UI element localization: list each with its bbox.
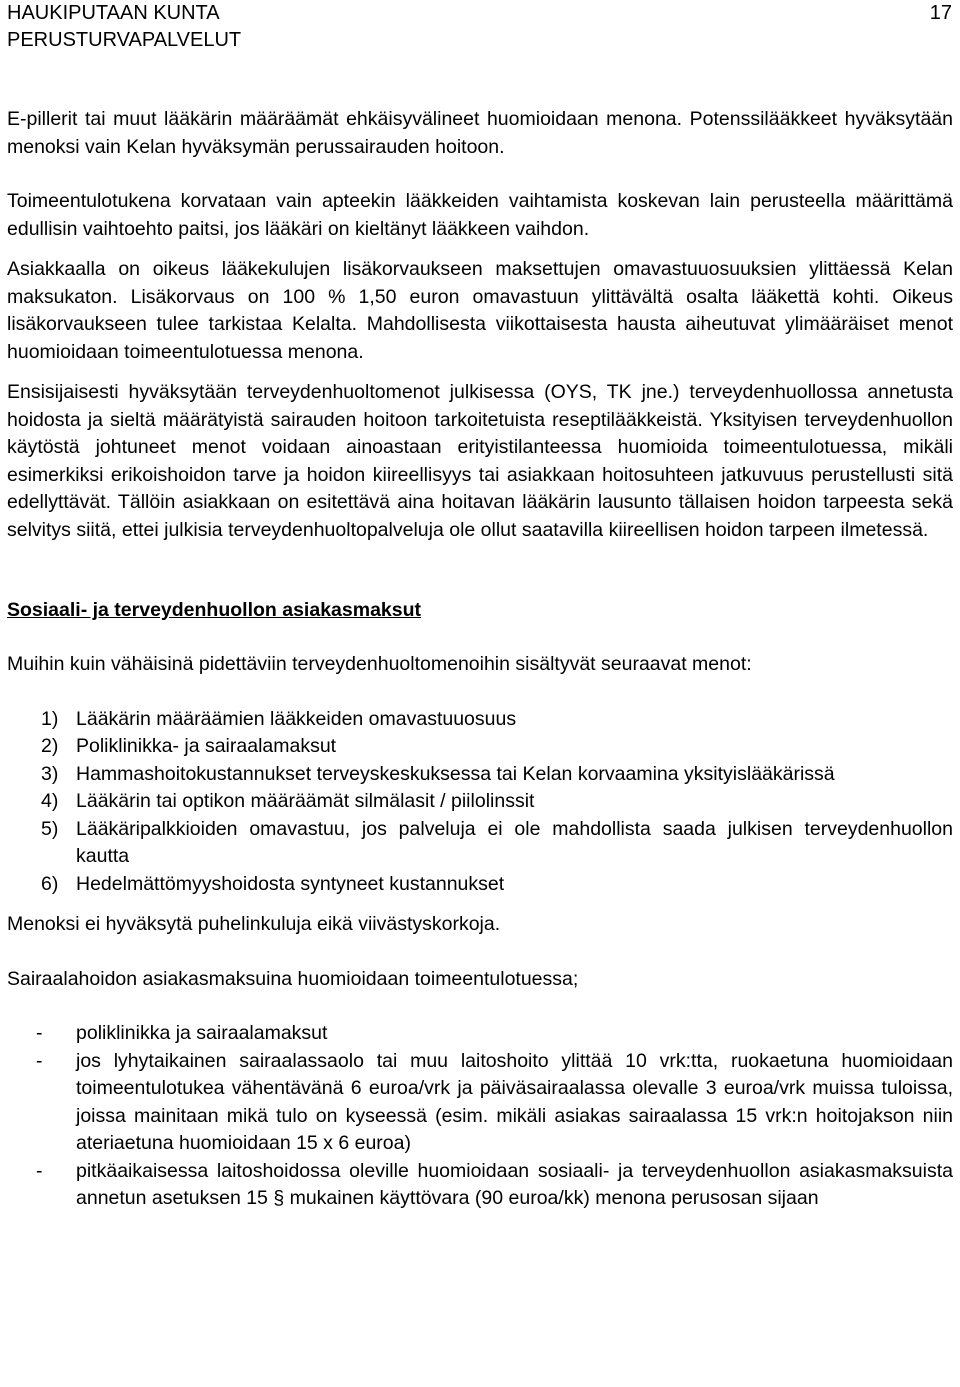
list-item (7, 733, 953, 761)
list-marker: 3) (41, 762, 59, 785)
dash-item-text: jos lyhytaikainen sairaalassaolo tai muu laitoshoito ylittää 10 vrk:tta, ruokaetuna huomioidaan toimeentulotukea vähentävänä 6 euroa/vrk ja päiväsairaalassa olevalle 3 euroa/vrk muissa tuloissa, joissa mainitaan mikä tulo on kyseessä (esim. mikäli asiakas sairaalassa 15 vrk:n hoitojakson niin ateriaetuna huomioidaan 15 x 6 euroa) (76, 1049, 953, 1154)
dash-list-item (7, 1048, 953, 1158)
dash-marker: - (36, 1049, 43, 1072)
paragraph-menoksi: Menoksi ei hyväksytä puhelinkuluja eikä viivästyskorkoja. (7, 913, 501, 935)
dash-marker: - (36, 1022, 43, 1044)
dash-list (7, 1020, 953, 1213)
header-org: HAUKIPUTAAN KUNTA (7, 2, 220, 24)
list-item-text: Hammashoitokustannukset terveyskeskuksessa tai Kelan korvaamina yksityislääkärissä (76, 762, 835, 785)
header-dept: PERUSTURVAPALVELUT (7, 29, 242, 51)
section-heading: Sosiaali- ja terveydenhuollon asiakasmaksut (7, 599, 422, 621)
paragraph-sairaalahoidon: Sairaalahoidon asiakasmaksuina huomioidaan toimeentulotuessa; (7, 967, 579, 990)
list-item-text: Hedelmättömyyshoidosta syntyneet kustannukset (76, 872, 505, 895)
page-header (7, 0, 241, 54)
paragraph-epillerit: E-pillerit tai muut lääkärin määräämät ehkäisyvälineet huomioidaan menona. Potenssilääkkeet hyväksytään menoksi vain Kelan hyväksymän perussairauden hoitoon. (7, 108, 953, 158)
list-item (7, 706, 953, 734)
list-item (7, 871, 953, 899)
list-marker: 2) (41, 735, 59, 757)
list-item (7, 788, 953, 816)
paragraph-toimeentulotukena: Toimeentulotukena korvataan vain apteekin lääkkeiden vaihtamista koskevan lain perusteella määrittämä edullisin vaihtoehto paitsi, jos lääkäri on kieltänyt lääkkeen vaihdon. (7, 190, 953, 240)
numbered-list (7, 706, 953, 899)
list-marker: 4) (41, 790, 59, 812)
list-item-text: Lääkärin määräämien lääkkeiden omavastuuosuus (76, 707, 517, 730)
dash-list-item (7, 1020, 953, 1048)
list-item (7, 816, 953, 871)
list-item (7, 761, 953, 789)
list-marker: 6) (41, 872, 59, 895)
list-marker: 5) (41, 817, 59, 840)
dash-list-item (7, 1158, 953, 1213)
paragraph-ensisijaisesti: Ensisijaisesti hyväksytään terveydenhuoltomenot julkisessa (OYS, TK jne.) terveydenhuollossa annetusta hoidosta ja sieltä määrätyistä sairauden hoitoon tarkoitetuista reseptilääkkeistä. Yksityisen terveydenhuollon käytöstä johtuneet menot voidaan ainoastaan erityistilanteessa huomioida toimeentulotuessa, mikäli esimerkiksi erikoishoidon tarve ja hoidon kiireellisyys tai asiakkaan hoitosuhteen jatkuvuus perustellusti sitä edellyttävät. Tällöin asiakkaan on esitettävä aina hoitavan lääkärin lausunto tällaisen hoidon tarpeesta sekä selvitys siitä, ettei julkisia terveydenhuoltopalveluja ole ollut saatavilla kiireellisen hoidon tarpeen ilmetessä. (7, 381, 953, 541)
dash-item-text: poliklinikka ja sairaalamaksut (76, 1022, 328, 1044)
list-item-text: Lääkärin tai optikon määräämät silmälasit / piilolinssit (76, 790, 535, 812)
list-item-text: Poliklinikka- ja sairaalamaksut (76, 735, 337, 757)
page-number: 17 (929, 2, 952, 24)
list-item-text: Lääkäripalkkioiden omavastuu, jos palveluja ei ole mahdollista saada julkisen terveydenhuollon kautta (76, 817, 953, 867)
dash-marker: - (36, 1159, 43, 1182)
paragraph-asiakkaalla: Asiakkaalla on oikeus lääkekulujen lisäkorvaukseen maksettujen omavastuuosuuksien ylittäessä Kelan maksukaton. Lisäkorvaus on 100 % 1,50 euron omavastuun ylittävältä osalta lääkettä kohti. Oikeus lisäkorvaukseen tulee tarkistaa Kelalta. Mahdollisesta viikottaisesta hausta aiheutuvat ylimääräiset menot huomioidaan toimeentulotuessa menona. (7, 258, 953, 363)
document-body (7, 106, 953, 1213)
section-intro: Muihin kuin vähäisinä pidettäviin terveydenhuoltomenoihin sisältyvät seuraavat menot: (7, 653, 752, 675)
list-marker: 1) (41, 707, 59, 730)
dash-item-text: pitkäaikaisessa laitoshoidossa oleville huomioidaan sosiaali- ja terveydenhuollon asiakasmaksuista annetun asetuksen 15 § mukainen käyttövara (90 euroa/kk) menona perusosan sijaan (76, 1159, 953, 1209)
